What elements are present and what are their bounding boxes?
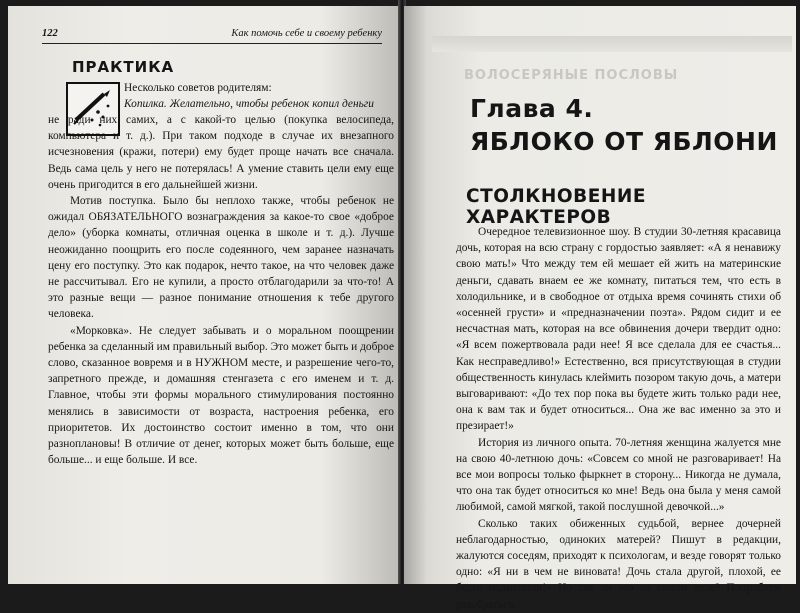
paragraph: «Морковка». Не следует забывать и о моральном поощрении ребенка за сделанный им правильный выбор. Это может быть и доброе слово, сказанное вовремя и в НУЖНОМ месте, и разрешение чего-то, запретного прежде, и домашняя стенгазета с его именем и т. д. Главное, чтобы эти формы морального стимулирования постоянно менялись в зависимости от возраста, настроения ребенка, его приоритетов. Их достоинство состоит именно в том, что они разноплановы! В отличие от денег, которых может быть больше, еще больше... и еще больше. И все.	[48, 324, 395, 467]
left-body-text	[48, 112, 394, 468]
intro-line: Копилка. Желательно, чтобы ребенок копил деньги	[124, 98, 374, 111]
running-header	[42, 26, 382, 44]
paragraph: Сколько таких обиженных судьбой, вернее дочерней неблагодарностью, одиноких матерей? Пишут в редакции, жалуются соседям, приходят к психологам, и везде говорят только одно: «Я ни в чем не виновата! Дочь стала другой, плохой, ее будто подменили!» Но так ли это на самом деле? Попробуем разобраться.	[456, 517, 781, 611]
bleed-through-band	[432, 36, 792, 52]
right-body-text	[456, 224, 781, 613]
paragraph: Мотив поступка. Было бы неплохо также, чтобы ребенок не ожидал ОБЯЗАТЕЛЬНОГО вознаграждения за какое-то свое «доброе дело» (уборка комнаты, отличная оценка в школе и т. д.). Лучше неожиданно поощрить его после содеянного, чем заранее назначать цену его поступку. Это как подарок, нечто такое, на что человек даже не рассчитывал. Его не купили, а просто отблагодарили за что-то! А это разные вещи — разное понимание отношения к тебе другого человека.	[48, 195, 394, 321]
page-number: 122	[42, 28, 58, 39]
running-title: Как помочь себе и своему ребенку	[231, 28, 382, 39]
paragraph: не ради них самих, а с какой-то целью (покупка велосипеда, компьютера и т. д.). При таком подходе в случае их внезапного исчезновения (кражи, потери) ему будет проще начать все сначала. Ведь сама цель у него не потерялась! А умение ставить цели ему еще очень пригодится в его дальнейшей жизни.	[48, 114, 394, 191]
paragraph: Очередное телевизионное шоу. В студии 30-летняя красавица дочь, которая на всю страну с гордостью заявляет: «А я ненавижу свою мать!» Что между тем ей мешает ей жить на материнские деньги, сдавать внаем ее же комнату, питаться тем, что есть в холодильнике, и в свободное от отдыха время сочинять стихи об «осенней грусти» и «предназначении поэта». Рядом сидит и ее несчастная мать, которая на все обвинения дочери твердит одно: «Я всем пожертвовала ради нее! Я все сделала для ее счастья... Как несправедливо!» Естественно, вся присутствующая в студии общественность кинулась клеймить позором такую дочь, а матери выговаривают: «До тех пор пока вы будете жить только ради нее, она к вам так и будет относиться... Она же вас именно за это и презирает!»	[456, 226, 781, 433]
bleed-through-heading: ВОЛОСЕРЯНЫЕ ПОСЛОВЫ	[464, 68, 679, 83]
intro-text	[124, 80, 394, 112]
chapter-title	[470, 92, 778, 158]
paragraph: История из личного опыта. 70-летняя женщина жалуется мне на свою 40-летнюю дочь: «Совсем со мной не разговаривает! На все мои вопросы только фыркнет в сторону... Никогда не думала, что она так будет относиться ко мне! Ведь она была у меня самой любимой, самой мягкой, такой послушной девочкой...»	[456, 436, 781, 514]
right-page	[404, 6, 796, 611]
section-title: СТОЛКНОВЕНИЕ ХАРАКТЕРОВ	[466, 186, 646, 228]
left-page	[8, 6, 400, 584]
intro-line: Несколько советов родителям:	[124, 82, 272, 94]
chapter-name: ЯБЛОКО ОТ ЯБЛОНИ	[470, 127, 778, 156]
chapter-label: Глава 4.	[470, 94, 594, 123]
section-label: ПРАКТИКА	[72, 58, 175, 76]
